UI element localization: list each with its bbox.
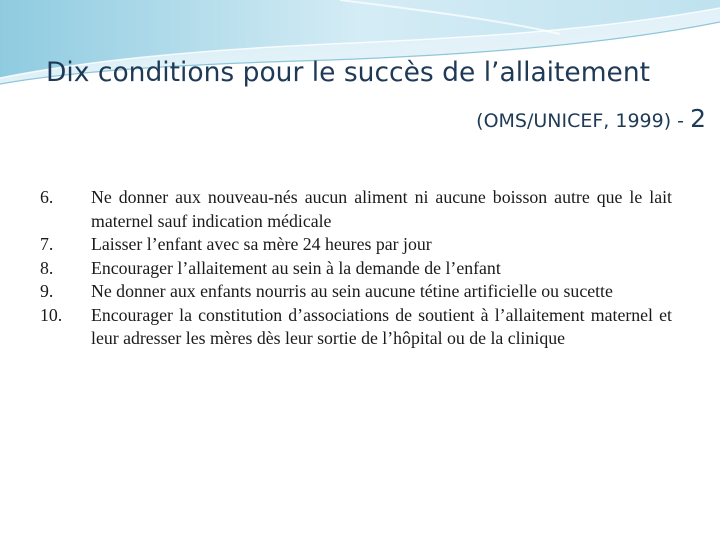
item-number: 9. (40, 281, 54, 301)
conditions-list (40, 186, 672, 351)
item-number: 6. (40, 187, 54, 207)
item-text: Laisser l’enfant avec sa mère 24 heures par jour (91, 234, 432, 254)
subtitle-source: (OMS/UNICEF, 1999) - (476, 110, 691, 132)
slide-subtitle (476, 104, 706, 133)
list-item (40, 304, 672, 351)
list-item (40, 186, 672, 233)
slide-title: Dix conditions pour le succès de l’allaitement (46, 57, 651, 88)
item-text: Ne donner aux nouveau-nés aucun aliment ni aucune boisson autre que le lait maternel sauf indication médicale (91, 187, 672, 231)
item-text: Encourager la constitution d’associations de soutient à l’allaitement maternel et leur adresser les mères dès leur sortie de l’hôpital ou de la clinique (91, 304, 672, 348)
item-number: 8. (40, 257, 54, 278)
item-text: Encourager l’allaitement au sein à la demande de l’enfant (91, 257, 501, 278)
item-number: 7. (40, 234, 54, 254)
item-number: 10. (40, 304, 63, 325)
item-text: Ne donner aux enfants nourris au sein aucune tétine artificielle ou sucette (91, 281, 613, 301)
list-item (40, 233, 672, 257)
subtitle-part-number: 2 (690, 104, 706, 133)
list-item (40, 280, 672, 304)
list-item (40, 257, 672, 281)
